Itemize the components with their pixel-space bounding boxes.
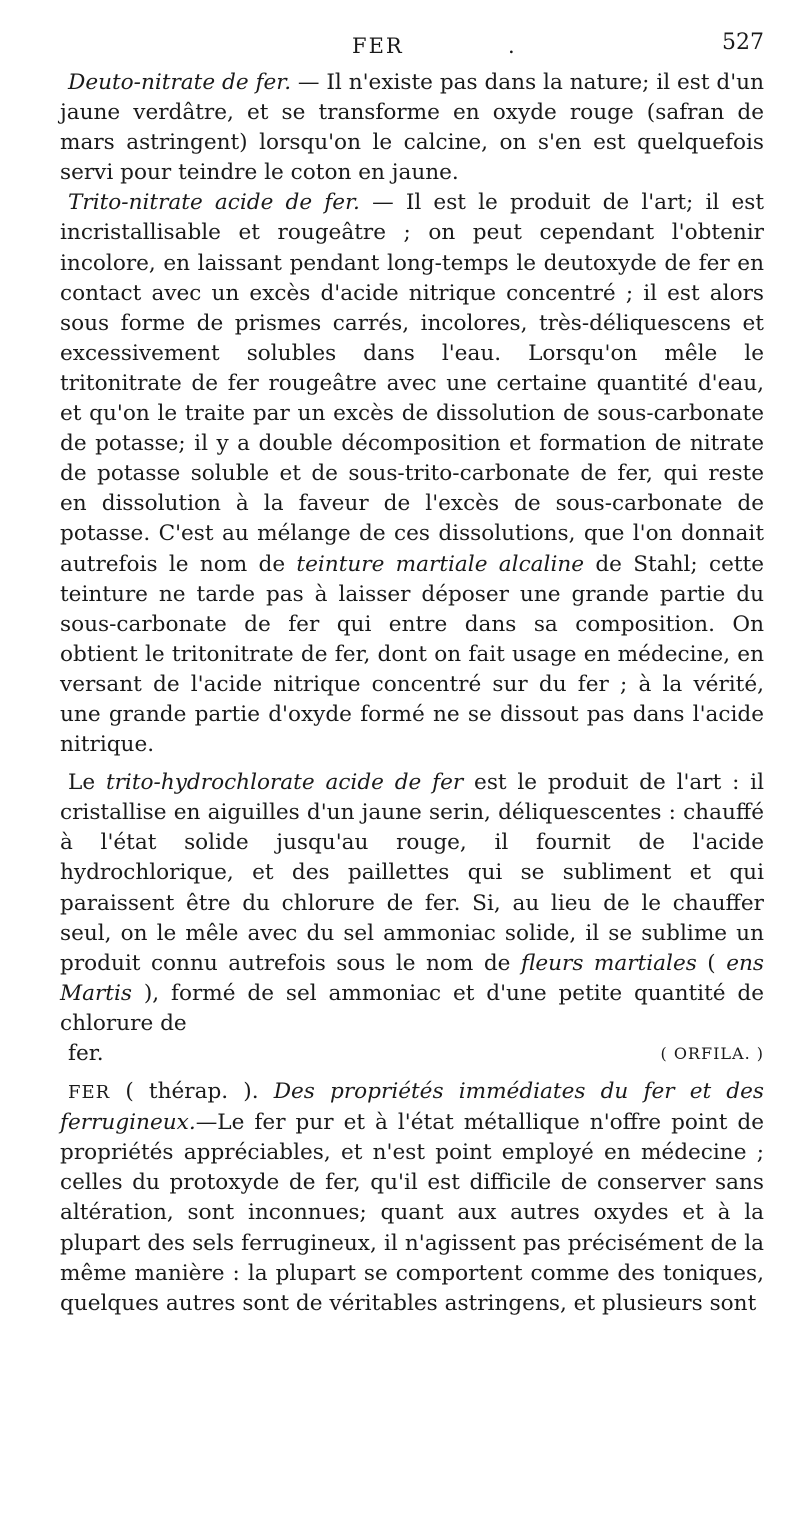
signature-line bbox=[60, 1039, 764, 1069]
paragraph-hydro-last-word: fer. bbox=[68, 1041, 104, 1066]
term-ens-martis: ens Martis bbox=[60, 950, 764, 1006]
section-title-proprietes: Des propriétés immédiates du fer et des ferrugineux. bbox=[60, 1079, 764, 1136]
paragraph-deuto-text: — Il n'existe pas dans la nature; il est d'un jaune verdâtre, et se transforme en oxyde rouge (safran de mars astringent) lorsqu'on le calcine, on s'en est quelquefois servi pour teindre le coton en jaune. bbox=[60, 70, 764, 186]
running-head bbox=[60, 28, 764, 68]
entry-head-note: ( thérap. ). bbox=[110, 1079, 274, 1105]
term-fleurs-martiales: fleurs martiales bbox=[520, 950, 697, 976]
term-trito-hydrochlorate: trito-hydrochlorate acide de fer bbox=[105, 770, 464, 796]
document-page bbox=[60, 28, 764, 1319]
entry-head-fer: FER bbox=[68, 1082, 111, 1104]
paragraph-deuto-nitrate bbox=[60, 68, 764, 188]
paragraph-hydro-text-1: est le produit de l'art : il cristallise en aiguilles d'un jaune serin, déliquescentes : chauffé à l'état solide jusqu'au rouge, il fournit de l'acide hydrochlorique, et des paillettes qui se subliment et qui paraissent être du chlorure de fer. Si, au lieu de le chauffer seul, on le mêle avec du sel ammoniac solide, il se sublime un produit connu autrefois sous le nom de bbox=[60, 770, 764, 976]
paragraph-therap bbox=[60, 1077, 764, 1319]
author-signature: ( ORFILA. ) bbox=[660, 1044, 764, 1063]
term-teinture-martiale: teinture martiale alcaline bbox=[296, 551, 585, 577]
paragraph-trito-nitrate bbox=[60, 188, 764, 760]
running-head-title: FER bbox=[352, 34, 404, 58]
paragraph-trito-text-2: de Stahl; cette teinture ne tarde pas à laisser déposer une grande partie du sous-carbonate de fer qui entre dans sa composition. On obtient le tritonitrate de fer, dont on fait usage en médecine, en versant de l'acide nitrique concentré sur du fer ; à la vérité, une grande partie d'oxyde formé ne se dissout pas dans l'acide nitrique. bbox=[60, 551, 764, 758]
paragraph-hydro-text-2: ( bbox=[696, 950, 727, 976]
running-head-dot: . bbox=[508, 34, 517, 58]
page-number: 527 bbox=[722, 30, 764, 55]
term-deuto-nitrate: Deuto-nitrate de fer. bbox=[68, 70, 292, 95]
paragraph-trito-hydrochlorate bbox=[60, 768, 764, 1039]
term-trito-nitrate: Trito-nitrate acide de fer. bbox=[68, 190, 360, 216]
paragraph-hydro-text-3: ), formé de sel ammoniac et d'une petite quantité de chlorure de bbox=[60, 980, 764, 1036]
paragraph-therap-text: —Le fer pur et à l'état métallique n'offre point de propriétés appréciables, et n'est point employé en médecine ; celles du protoxyde de fer, qu'il est difficile de conserver sans altération, sont inconnues; quant aux autres oxydes et à la plupart des sels ferrugineux, il n'agissent pas précisément de la même manière : la plupart se comportent comme des toniques, quelques autres sont de véritables astringens, et plusieurs sont bbox=[60, 1110, 764, 1316]
paragraph-trito-text-1: — Il est le produit de l'art; il est incristallisable et rougeâtre ; on peut cependant l'obtenir incolore, en laissant pendant long-temps le deutoxyde de fer en contact avec un excès d'acide nitrique concentré ; il est alors sous forme de prismes carrés, incolores, très-déliquescens et excessivement solubles dans l'eau. Lorsqu'on mêle le tritonitrate de fer rougeâtre avec une certaine quantité d'eau, et qu'on le traite par un excès de dissolution de sous-carbonate de potasse; il y a double décomposition et formation de nitrate de potasse soluble et de sous-trito-carbonate de fer, qui reste en dissolution à la faveur de l'excès de sous-carbonate de potasse. C'est au mélange de ces dissolutions, que l'on donnait autrefois le nom de bbox=[60, 190, 765, 577]
paragraph-hydro-lead: Le bbox=[68, 770, 106, 796]
